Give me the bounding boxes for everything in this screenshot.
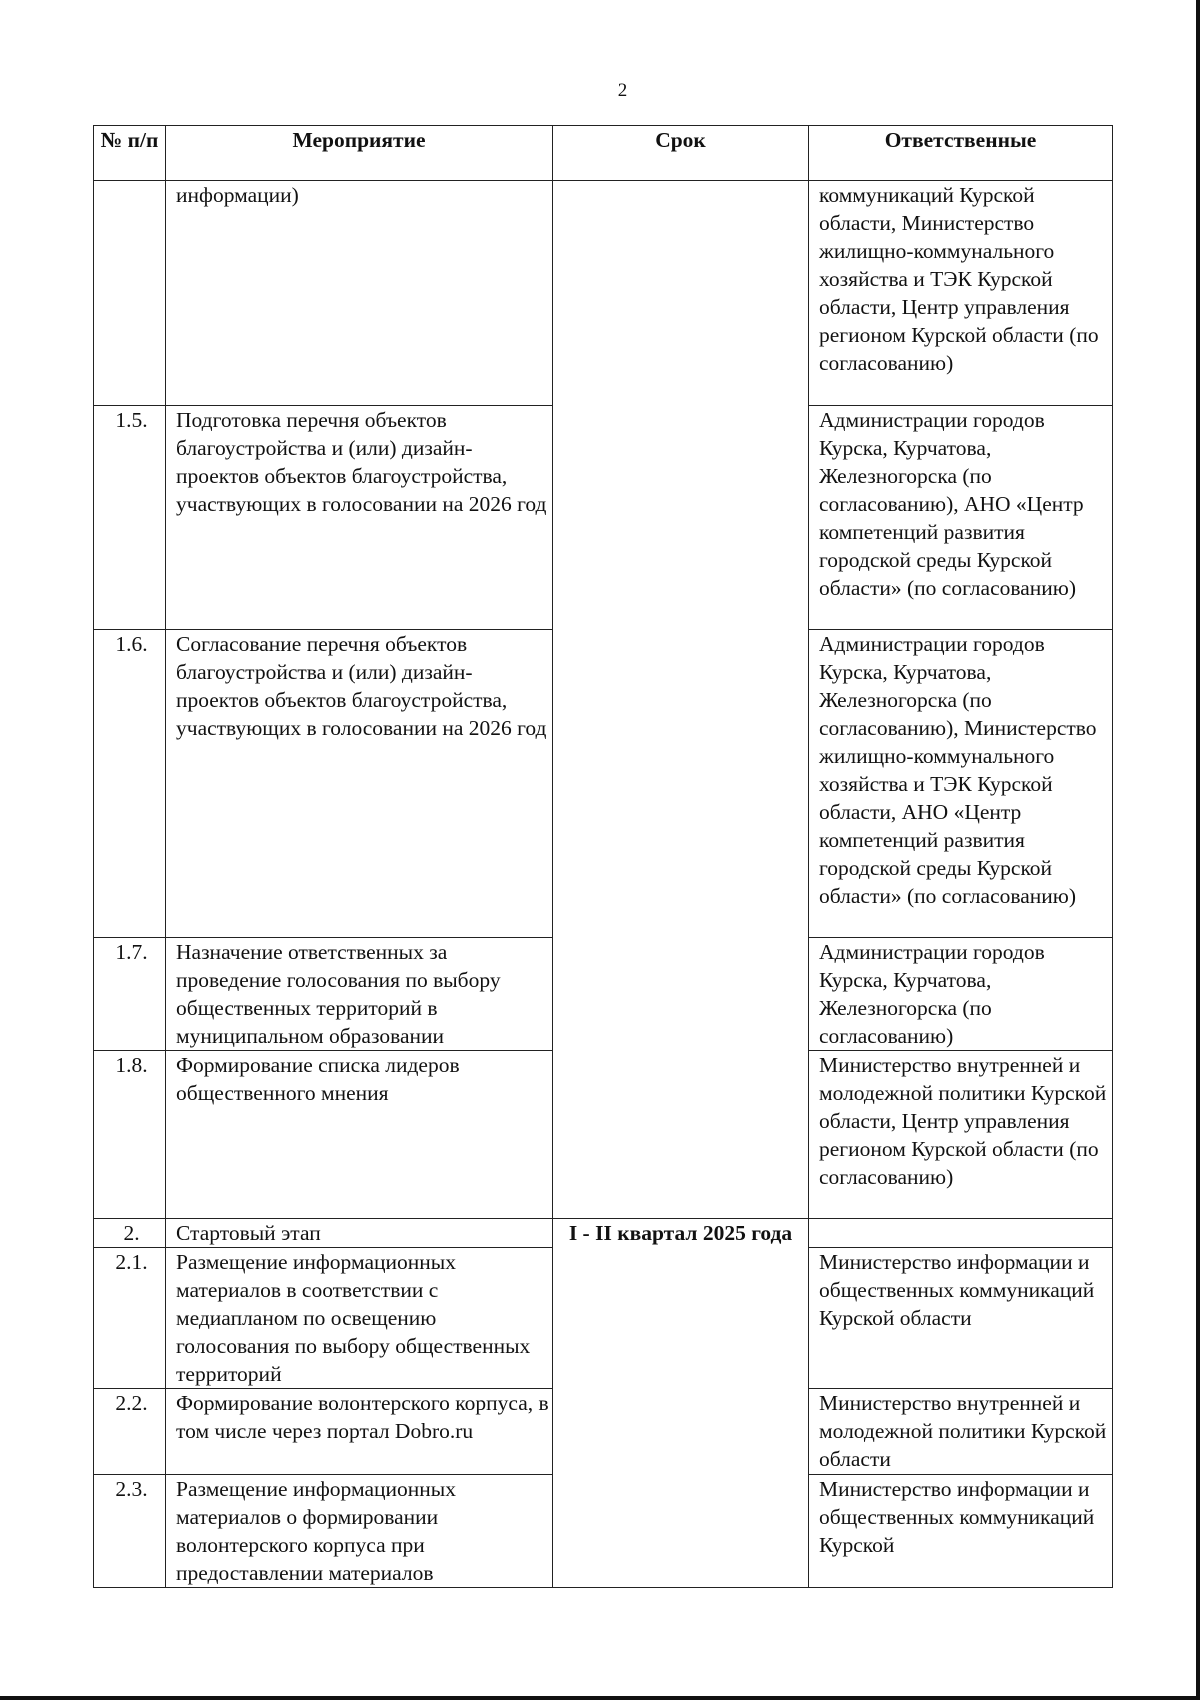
row-event: Размещение информационных материалов в соответствии с медиапланом по освещению голосования по выбору общественных территорий (166, 1248, 553, 1389)
row-responsible: Министерство информации и общественных коммуникаций Курской области (809, 1248, 1113, 1389)
row-responsible: Министерство внутренней и молодежной политики Курской области (809, 1389, 1113, 1475)
scan-edge-right (1196, 0, 1200, 1700)
row-responsible: Министерство информации и общественных коммуникаций Курской (809, 1475, 1113, 1588)
row-event: Формирование волонтерского корпуса, в том числе через портал Dobro.ru (166, 1389, 553, 1475)
table-header-row (94, 126, 1113, 181)
row-responsible: коммуникаций Курской области, Министерство жилищно-коммунального хозяйства и ТЭК Курской области, Центр управления регионом Курской области (по согласованию) (809, 181, 1113, 406)
row-num: 2.1. (94, 1248, 166, 1389)
header-responsible: Ответственные (809, 126, 1113, 181)
row-num (94, 181, 166, 406)
term-cell-stage-1 (553, 181, 809, 1219)
row-num: 2.2. (94, 1389, 166, 1475)
row-responsible: Администрации городов Курска, Курчатова, Железногорска (по согласованию), Министерство жилищно-коммунального хозяйства и ТЭК Курской области, АНО «Центр компетенций развития городской среды Курской области» (по согласованию) (809, 630, 1113, 938)
table-row (94, 181, 1113, 406)
row-event: Стартовый этап (166, 1219, 553, 1248)
row-event: Назначение ответственных за проведение голосования по выбору общественных территорий в муниципальном образовании (166, 938, 553, 1051)
events-table (93, 125, 1113, 1588)
row-responsible (809, 1219, 1113, 1248)
row-num: 1.7. (94, 938, 166, 1051)
row-responsible: Администрации городов Курска, Курчатова, Железногорска (по согласованию) (809, 938, 1113, 1051)
table-row-section (94, 1219, 1113, 1248)
row-num: 1.8. (94, 1051, 166, 1219)
page-number: 2 (617, 80, 628, 101)
row-num: 1.6. (94, 630, 166, 938)
header-event: Мероприятие (166, 126, 553, 181)
row-event: Размещение информационных материалов о формировании волонтерского корпуса при предоставлении материалов (166, 1475, 553, 1588)
row-num: 2.3. (94, 1475, 166, 1588)
header-num: № п/п (94, 126, 166, 181)
row-event: Подготовка перечня объектов благоустройства и (или) дизайн-проектов объектов благоустройства, участвующих в голосовании на 2026 год (166, 406, 553, 630)
row-num: 1.5. (94, 406, 166, 630)
term-cell-stage-2: I - II квартал 2025 года (553, 1219, 809, 1588)
row-num: 2. (94, 1219, 166, 1248)
row-event: Согласование перечня объектов благоустройства и (или) дизайн-проектов объектов благоустройства, участвующих в голосовании на 2026 год (166, 630, 553, 938)
header-term: Срок (553, 126, 809, 181)
row-responsible: Администрации городов Курска, Курчатова, Железногорска (по согласованию), АНО «Центр компетенций развития городской среды Курской области» (по согласованию) (809, 406, 1113, 630)
row-responsible: Министерство внутренней и молодежной политики Курской области, Центр управления регионом Курской области (по согласованию) (809, 1051, 1113, 1219)
row-event: Формирование списка лидеров общественного мнения (166, 1051, 553, 1219)
scan-edge-bottom (0, 1696, 1200, 1700)
row-event: информации) (166, 181, 553, 406)
